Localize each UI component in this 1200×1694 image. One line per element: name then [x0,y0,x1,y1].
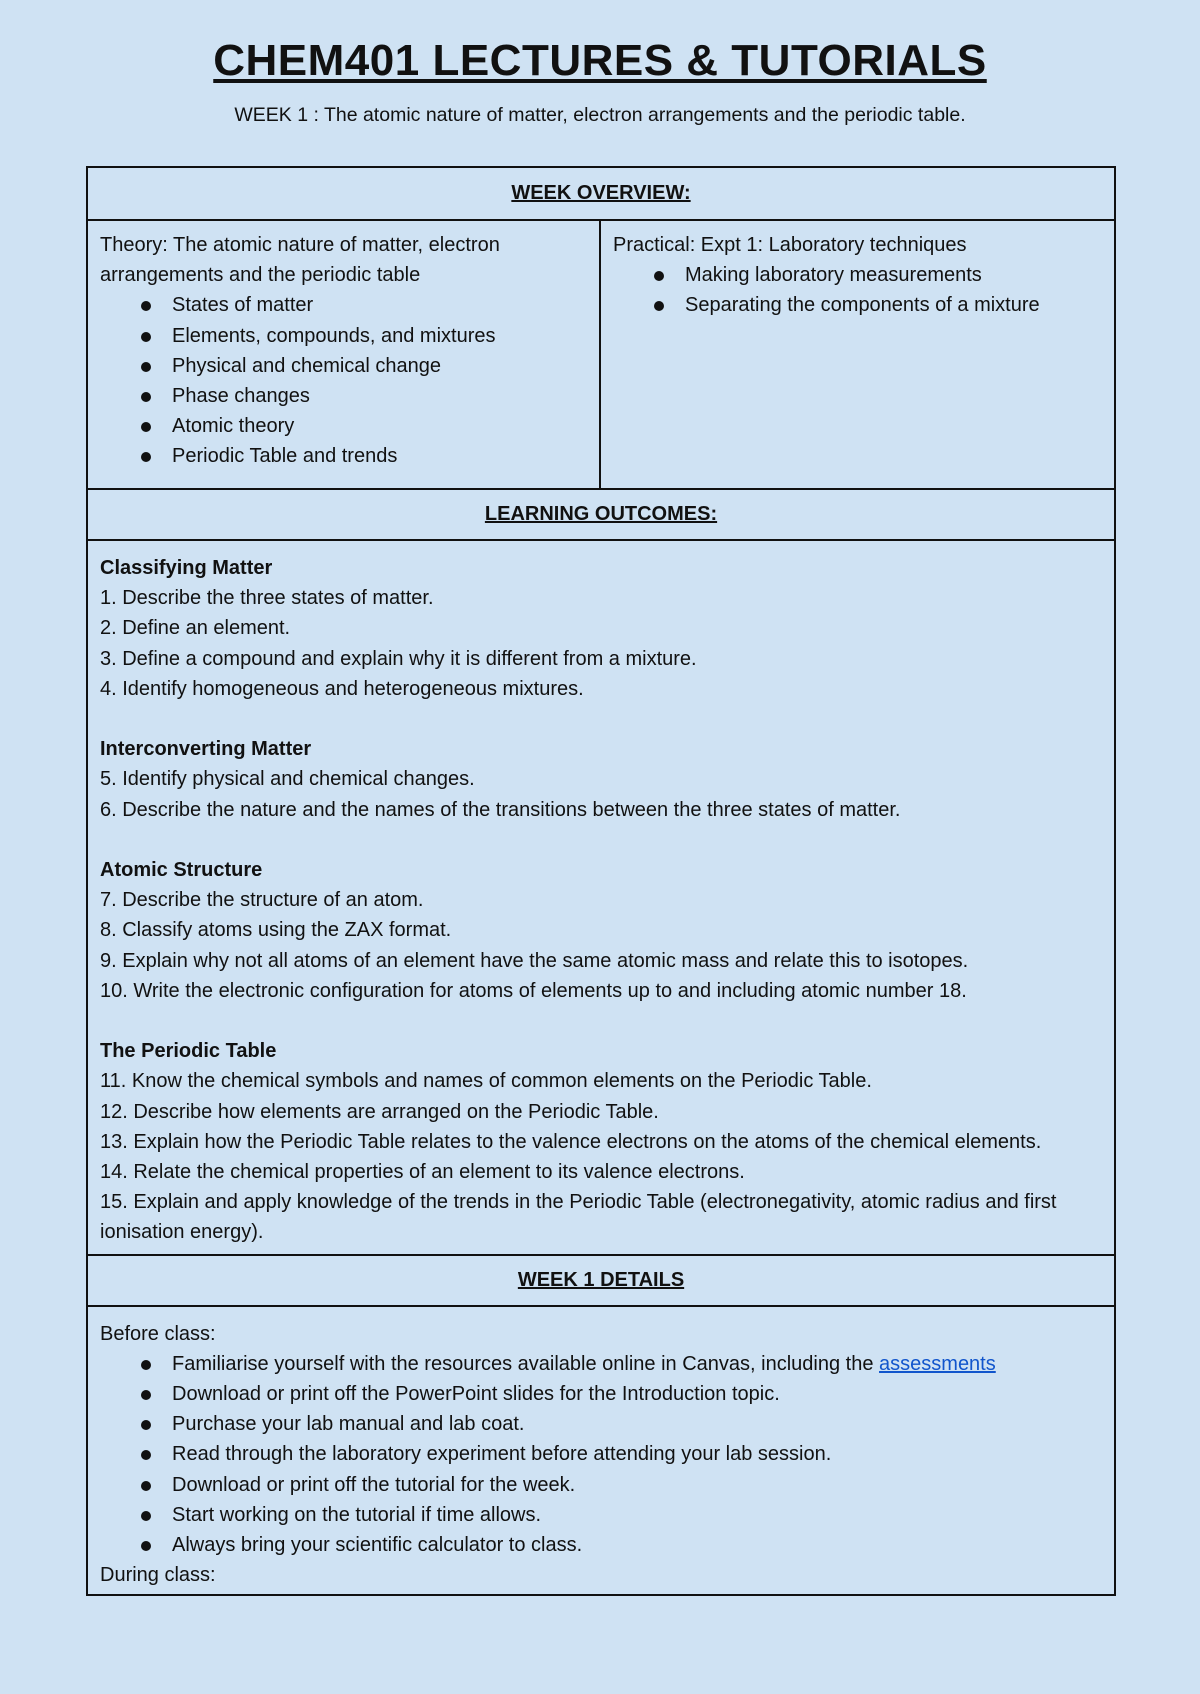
practical-title: Practical: Expt 1: Laboratory techniques [613,234,967,256]
course-table [86,166,1116,1596]
outcome-item: 12. Describe how elements are arranged on the Periodic Table. [100,1100,659,1123]
list-item: Download or print off the PowerPoint slides for the Introduction topic. [100,1379,1102,1409]
list-item: Always bring your scientific calculator to class. [100,1530,1102,1560]
list-item: Phase changes [100,381,587,411]
outcome-item: 8. Classify atoms using the ZAX format. [100,919,452,942]
outcome-item: 3. Define a compound and explain why it is different from a mixture. [100,647,697,670]
outcome-item: 5. Identify physical and chemical changes. [100,768,475,791]
list-item: Purchase your lab manual and lab coat. [100,1409,1102,1439]
practical-cell [601,221,1114,488]
list-item [100,1349,1102,1379]
list-item: Making laboratory measurements [613,260,1102,290]
learning-outcomes-header: LEARNING OUTCOMES: [88,488,1114,541]
before-class-list [100,1349,1102,1560]
theory-cell [88,221,601,488]
spacer [100,825,1102,855]
theory-title: Theory: The atomic nature of matter, electron arrangements and the periodic table [100,234,500,287]
theory-list [100,290,587,471]
outcome-item: 4. Identify homogeneous and heterogeneous mixtures. [100,677,584,700]
outcome-item: 1. Describe the three states of matter. [100,587,434,610]
week-overview-header: WEEK OVERVIEW: [88,168,1114,221]
list-item: Atomic theory [100,411,587,441]
list-item: Download or print off the tutorial for the week. [100,1470,1102,1500]
section-heading: The Periodic Table [100,1040,277,1063]
list-item: Read through the laboratory experiment before attending your lab session. [100,1439,1102,1469]
spacer [100,704,1102,734]
section-heading: Interconverting Matter [100,738,312,761]
outcome-item: 7. Describe the structure of an atom. [100,889,424,912]
week-details-header: WEEK 1 DETAILS [88,1254,1114,1307]
week-details-cell [88,1307,1114,1595]
assessments-link[interactable]: assessments [879,1352,996,1375]
outcome-item: 15. Explain and apply knowledge of the trends in the Periodic Table (electronegativity, atomic radius and first ionisation energy). [100,1191,1057,1244]
outcome-item: 2. Define an element. [100,617,291,640]
outcome-item: 6. Describe the nature and the names of the transitions between the three states of matter. [100,798,901,821]
page-title: CHEM401 LECTURES & TUTORIALS [213,36,987,85]
practical-list [613,260,1102,320]
list-item: Periodic Table and trends [100,441,587,471]
before-class-label: Before class: [100,1322,216,1345]
during-class-label: During class: [100,1564,216,1587]
learning-outcomes-cell [88,541,1114,1254]
list-item: Elements, compounds, and mixtures [100,321,587,351]
section-heading: Classifying Matter [100,557,273,579]
list-item: Physical and chemical change [100,351,587,381]
list-item: Start working on the tutorial if time allows. [100,1500,1102,1530]
list-item: Separating the components of a mixture [613,290,1102,320]
list-item-text: Familiarise yourself with the resources available online in Canvas, including the [172,1352,880,1375]
page-subtitle: WEEK 1 : The atomic nature of matter, electron arrangements and the periodic table. [234,104,966,126]
outcome-item: 10. Write the electronic configuration for atoms of elements up to and including atomic number 18. [100,979,967,1002]
outcome-item: 11. Know the chemical symbols and names of common elements on the Periodic Table. [100,1070,872,1093]
section-heading: Atomic Structure [100,859,263,881]
outcome-item: 14. Relate the chemical properties of an element to its valence electrons. [100,1161,745,1184]
spacer [100,1006,1102,1036]
outcome-item: 13. Explain how the Periodic Table relates to the valence electrons on the atoms of the chemical elements. [100,1130,1042,1153]
outcome-item: 9. Explain why not all atoms of an element have the same atomic mass and relate this to isotopes. [100,949,969,972]
overview-row [88,221,1114,488]
list-item: States of matter [100,290,587,320]
